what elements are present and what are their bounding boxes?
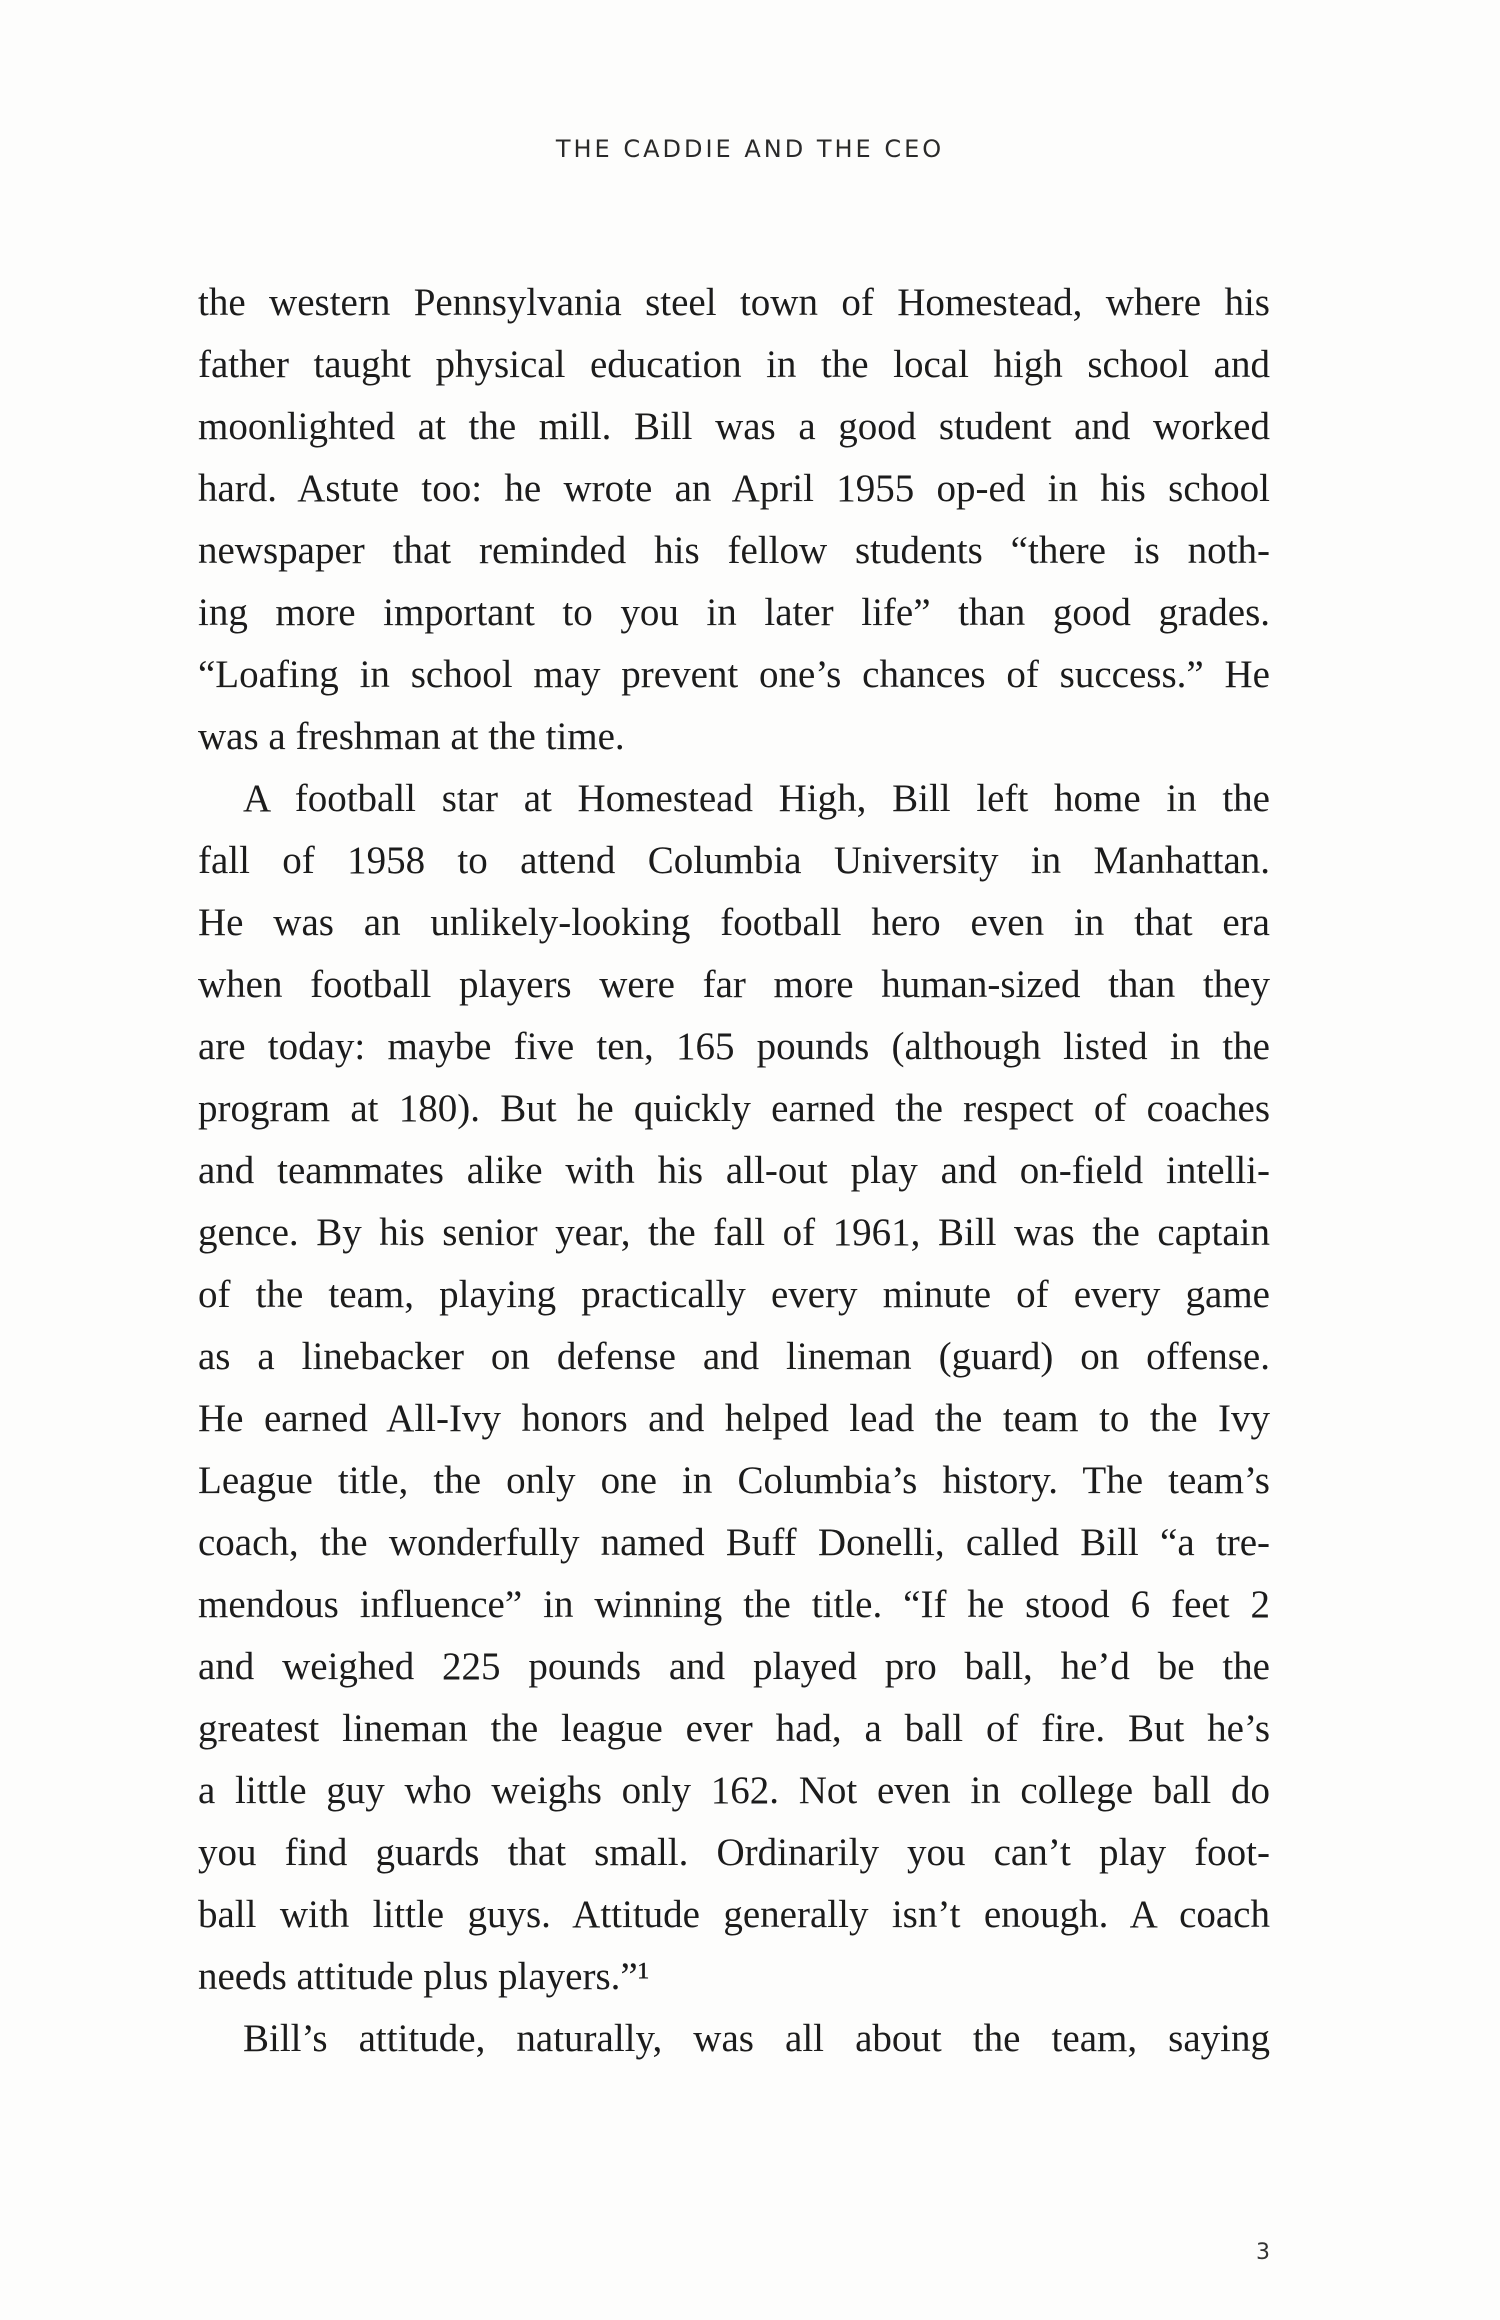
text-line: Bill’s attitude, naturally, was all about the team, saying — [243, 2017, 1270, 2060]
text-line: and teammates alike with his all-out play and on-field intelli- — [198, 1149, 1270, 1192]
text-line: and weighed 225 pounds and played pro ball, he’d be the — [198, 1645, 1270, 1688]
text-line: needs attitude plus players.”¹ — [198, 1955, 650, 1998]
text-line: hard. Astute too: he wrote an April 1955 op-ed in his school — [198, 467, 1270, 510]
body-text — [198, 272, 1270, 2070]
text-line: newspaper that reminded his fellow students “there is noth- — [198, 529, 1270, 572]
text-line: a little guy who weighs only 162. Not even in college ball do — [198, 1769, 1270, 1812]
text-line: A football star at Homestead High, Bill left home in the — [243, 777, 1270, 820]
text-line: He was an unlikely-looking football hero even in that era — [198, 901, 1270, 944]
text-line: He earned All-Ivy honors and helped lead the team to the Ivy — [198, 1397, 1270, 1440]
text-line: “Loafing in school may prevent one’s chances of success.” He — [198, 653, 1270, 696]
text-line: are today: maybe five ten, 165 pounds (although listed in the — [198, 1025, 1270, 1068]
text-line: the western Pennsylvania steel town of Homestead, where his — [198, 281, 1270, 324]
text-line: moonlighted at the mill. Bill was a good student and worked — [198, 405, 1270, 448]
text-line: when football players were far more human-sized than they — [198, 963, 1270, 1006]
text-line: of the team, playing practically every minute of every game — [198, 1273, 1270, 1316]
text-line: gence. By his senior year, the fall of 1961, Bill was the captain — [198, 1211, 1270, 1254]
text-line: you find guards that small. Ordinarily you can’t play foot- — [198, 1831, 1270, 1874]
text-line: father taught physical education in the local high school and — [198, 343, 1270, 386]
text-line: was a freshman at the time. — [198, 715, 625, 758]
text-line: mendous influence” in winning the title. “If he stood 6 feet 2 — [198, 1583, 1270, 1626]
text-line: coach, the wonderfully named Buff Donelli, called Bill “a tre- — [198, 1521, 1270, 1564]
running-head: THE CADDIE AND THE CEO — [555, 135, 945, 163]
page-number: 3 — [1256, 2240, 1270, 2265]
text-line: fall of 1958 to attend Columbia University in Manhattan. — [198, 839, 1270, 882]
text-line: ing more important to you in later life” than good grades. — [198, 591, 1270, 634]
text-line: League title, the only one in Columbia’s history. The team’s — [198, 1459, 1270, 1502]
text-line: greatest lineman the league ever had, a ball of fire. But he’s — [198, 1707, 1270, 1750]
text-line: program at 180). But he quickly earned the respect of coaches — [198, 1087, 1270, 1130]
text-line: as a linebacker on defense and lineman (guard) on offense. — [198, 1335, 1270, 1378]
text-line: ball with little guys. Attitude generally isn’t enough. A coach — [198, 1893, 1270, 1936]
